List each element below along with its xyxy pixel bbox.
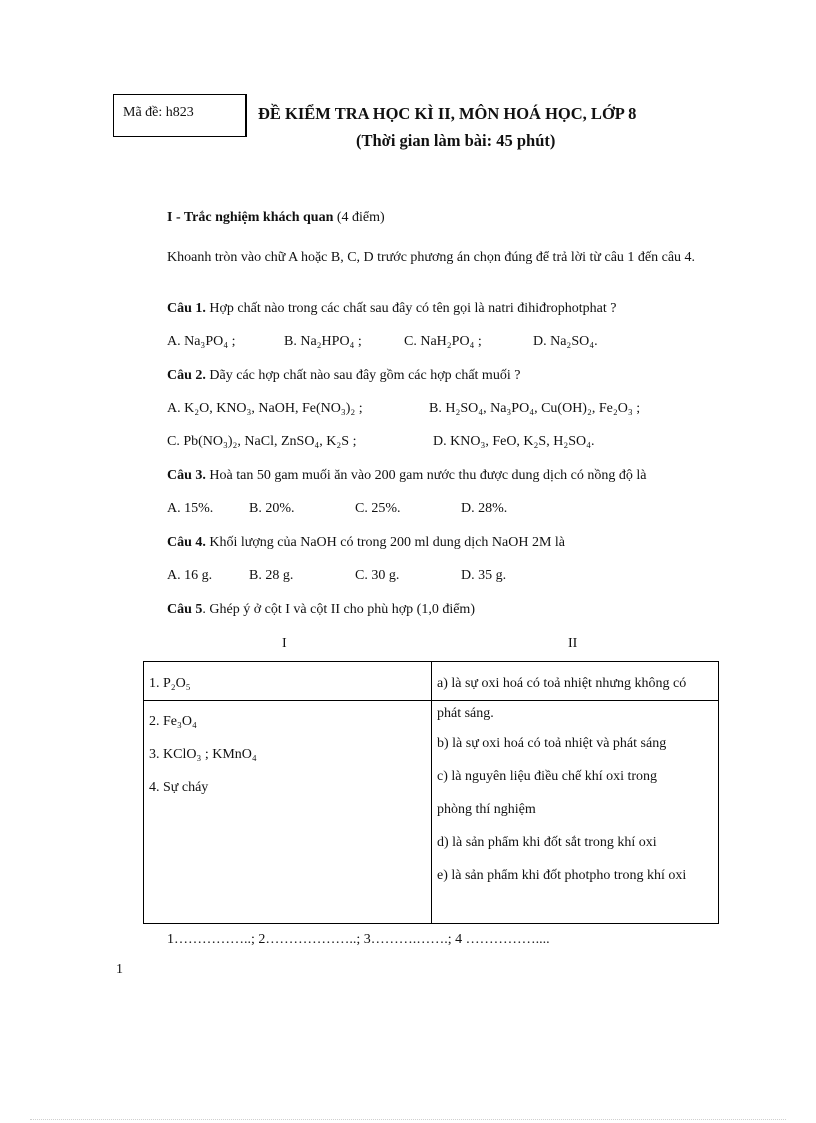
question-label: Câu 4. [167,535,206,550]
table-cell [432,662,719,701]
answer-line: 1……………..; 2………………..; 3……….…….; 4 …………….... [167,932,550,947]
exam-title: ĐỀ KIỂM TRA HỌC KÌ II, MÔN HOÁ HỌC, LỚP 8 [258,104,637,123]
question-text: Khối lượng của NaOH có trong 200 ml dung dịch NaOH 2M là [205,535,566,550]
exam-code-box [113,94,247,137]
col2-item-d: d) là sản phẩm khi đốt sắt trong khí oxi [437,835,657,850]
q4-option-a: A. 16 g. [167,568,213,583]
exam-time: (Thời gian làm bài: 45 phút) [356,131,556,150]
col2-item-b: b) là sự oxi hoá có toả nhiệt và phát sáng [437,736,667,751]
question-label: Câu 3. [167,468,206,483]
col1-item-1: 1. P₂O₅ [149,676,191,691]
question-4 [167,535,565,551]
column-ii-header: II [568,636,578,651]
table-cell [144,662,432,701]
col1-item-3: 3. KClO₃ ; KMnO₄ [149,747,257,762]
question-5 [167,602,475,618]
q1-option-c: C. NaH₂PO₄ ; [404,334,482,349]
col1-item-2: 2. Fe₃O₄ [149,714,197,729]
table-cell [144,701,432,924]
q1-option-a: A. Na₃PO₄ ; [167,334,236,349]
col1-item-4: 4. Sự cháy [149,780,209,795]
q3-option-d: D. 28%. [461,501,508,516]
page-bottom-border [30,1119,786,1120]
question-text: . Ghép ý ở cột I và cột II cho phù hợp (1,0 điểm) [202,602,475,617]
q4-option-d: D. 35 g. [461,568,507,583]
q3-option-c: C. 25%. [355,501,401,516]
matching-table [143,661,719,924]
q4-option-b: B. 28 g. [249,568,294,583]
question-1 [167,301,616,317]
col2-item-a-cont: phát sáng. [437,706,494,721]
col2-item-a: a) là sự oxi hoá có toả nhiệt nhưng không có [437,676,687,691]
q4-option-c: C. 30 g. [355,568,400,583]
section-title: I - Trắc nghiệm khách quan [167,210,334,225]
q2-option-d: D. KNO₃, FeO, K₂S, H₂SO₄. [433,434,595,449]
question-label: Câu 2. [167,368,206,383]
section-heading [167,210,385,226]
question-2 [167,368,520,384]
table-cell [432,701,719,924]
instruction: Khoanh tròn vào chữ A hoặc B, C, D trước phương án chọn đúng để trả lời từ câu 1 đến câu 4. [167,250,696,265]
col2-item-e: e) là sản phẩm khi đốt photpho trong khí oxi [437,868,687,883]
question-3 [167,468,646,484]
q2-option-b: B. H₂SO₄, Na₃PO₄, Cu(OH)₂, Fe₂O₃ ; [429,401,641,416]
question-text: Dãy các hợp chất nào sau đây gồm các hợp chất muối ? [205,368,521,383]
column-i-header: I [282,636,287,651]
section-points: (4 điểm) [333,210,385,225]
question-label: Câu 5 [167,602,203,617]
question-label: Câu 1. [167,301,206,316]
q2-option-c: C. Pb(NO₃)₂, NaCl, ZnSO₄, K₂S ; [167,434,357,449]
col2-item-c: c) là nguyên liệu điều chế khí oxi trong [437,769,658,784]
question-text: Hợp chất nào trong các chất sau đây có tên gọi là natri đihiđrophotphat ? [205,301,617,316]
col2-item-c-cont: phòng thí nghiệm [437,802,536,817]
q1-option-b: B. Na₂HPO₄ ; [284,334,362,349]
q1-option-d: D. Na₂SO₄. [533,334,598,349]
exam-code: Mã đề: h823 [123,105,194,120]
q3-option-a: A. 15%. [167,501,214,516]
question-text: Hoà tan 50 gam muối ăn vào 200 gam nước thu được dung dịch có nồng độ là [205,468,647,483]
q2-option-a: A. K₂O, KNO₃, NaOH, Fe(NO₃)₂ ; [167,401,363,416]
page-number: 1 [116,962,123,977]
q3-option-b: B. 20%. [249,501,295,516]
